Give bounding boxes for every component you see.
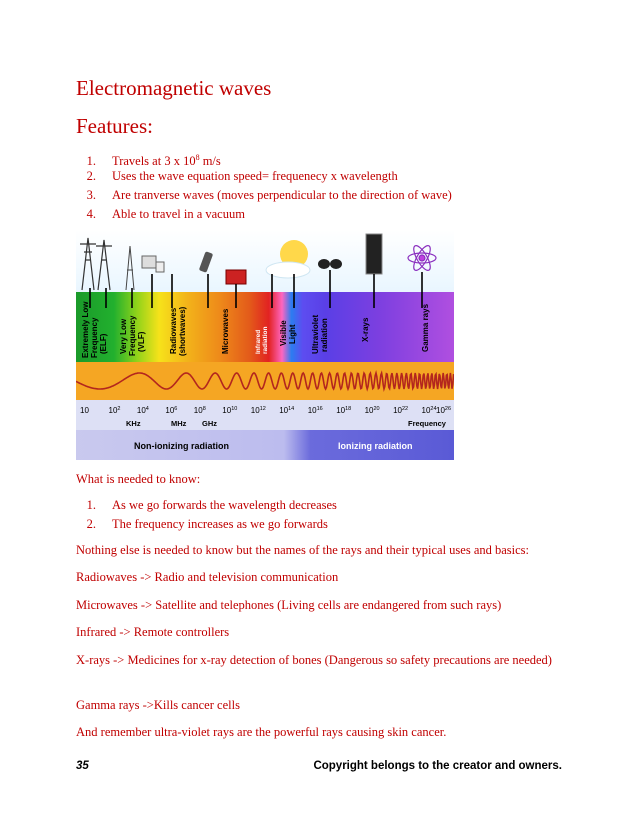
list-number: 1.: [86, 154, 96, 169]
band-label: radiation: [320, 318, 329, 352]
band-label: Visible: [279, 320, 288, 346]
band-label: radiation: [262, 326, 269, 354]
paragraph-microwaves: Microwaves -> Satellite and telephones (Living cells are endangered from such rays): [76, 598, 502, 612]
list-text: The frequency increases as we go forwards: [112, 517, 328, 531]
band-label: (shortwaves): [178, 306, 187, 356]
paragraph-radiowaves: Radiowaves -> Radio and television communication: [76, 570, 339, 584]
band-label: (VLF): [137, 331, 146, 352]
frequency-tick-label: $10^4$: [136, 406, 149, 415]
paragraph-xrays: X-rays -> Medicines for x-ray detection of bones (Dangerous so safety precautions are needed): [76, 653, 552, 667]
frequency-tick-label: $10^8$: [193, 406, 206, 415]
list-text: Able to travel in a vacuum: [112, 207, 245, 221]
non-ionizing-label: Non-ionizing radiation: [134, 441, 229, 451]
em-spectrum-diagram: [76, 230, 454, 460]
band-label: Very Low: [119, 318, 128, 354]
paragraph-gamma: Gamma rays ->Kills cancer cells: [76, 698, 240, 712]
list-item: [76, 496, 337, 515]
page-number: 35: [76, 760, 89, 772]
copyright-notice: Copyright belongs to the creator and owners.: [313, 760, 562, 772]
paragraph-intro: Nothing else is needed to know but the names of the rays and their typical uses and basics:: [76, 543, 530, 557]
heater-icon: [226, 270, 246, 284]
frequency-tick-label: $10^{18}$: [336, 406, 352, 415]
band-label: Infrared: [255, 329, 262, 354]
list-text: Are tranverse waves (moves perpendicular to the direction of wave): [112, 188, 452, 202]
radio-icon: [156, 262, 164, 272]
list-number: 2.: [86, 517, 96, 531]
frequency-tick-label: $10^{22}$: [393, 406, 409, 415]
list-item: [76, 205, 452, 224]
frequency-label: Frequency: [408, 419, 446, 428]
list-number: 4.: [86, 207, 96, 221]
band-label: Frequency: [128, 315, 137, 356]
list-item: [76, 515, 337, 534]
list-text-suffix: m/s: [199, 154, 221, 169]
paragraph-ultraviolet: And remember ultra-violet rays are the powerful rays causing skin cancer.: [76, 725, 447, 739]
list-item: [76, 186, 452, 205]
frequency-tick-label: $10^{26}$: [436, 406, 452, 415]
sky-background: [76, 230, 454, 292]
band-label: Light: [288, 324, 297, 344]
computer-icon: [142, 256, 156, 268]
frequency-tick-label: $10^{10}$: [222, 406, 238, 415]
exponent: 8: [195, 153, 200, 162]
list-text: As we go forwards the wavelength decreases: [112, 498, 337, 512]
paragraph-infrared: Infrared -> Remote controllers: [76, 625, 230, 639]
list-text: Uses the wave equation speed= frequenecy x wavelength: [112, 169, 398, 183]
band-label: Extremely Low: [81, 301, 90, 358]
features-list: [76, 148, 452, 224]
band-label: Ultraviolet: [311, 314, 320, 354]
band-label: Microwaves: [221, 308, 230, 354]
frequency-tick-label: $10^{20}$: [364, 406, 380, 415]
band-label: X-rays: [361, 317, 370, 342]
unit-mhz-label: MHz: [171, 419, 187, 428]
frequency-tick-label: $10^6$: [165, 406, 178, 415]
document-title: Electromagnetic waves: [76, 76, 272, 100]
unit-ghz-label: GHz: [202, 419, 217, 428]
list-text: Travels at 3 x 10: [112, 154, 196, 169]
unit-khz-label: KHz: [126, 419, 141, 428]
ionizing-label: Ionizing radiation: [338, 441, 413, 451]
know-list: [76, 496, 337, 534]
frequency-tick-label: 10: [80, 406, 89, 415]
band-label: Radiowaves: [169, 307, 178, 354]
frequency-tick-label: $10^{12}$: [250, 406, 266, 415]
frequency-tick-label: $10^{14}$: [279, 406, 295, 415]
list-number: 1.: [86, 498, 96, 512]
features-heading: Features:: [76, 114, 153, 138]
list-number: 3.: [86, 188, 96, 202]
know-heading: What is needed to know:: [76, 472, 201, 486]
xray-hand-icon: [366, 234, 382, 274]
list-item: [76, 167, 452, 186]
band-label: (ELF): [99, 333, 108, 354]
band-label: Frequency: [90, 317, 99, 358]
frequency-tick-label: $10^{24}$: [421, 406, 437, 415]
list-item: [76, 148, 452, 167]
frequency-tick-label: $10^2$: [108, 406, 121, 415]
frequency-tick-label: $10^{16}$: [307, 406, 323, 415]
band-label: Gamma rays: [421, 303, 430, 352]
list-number: 2.: [86, 169, 96, 183]
